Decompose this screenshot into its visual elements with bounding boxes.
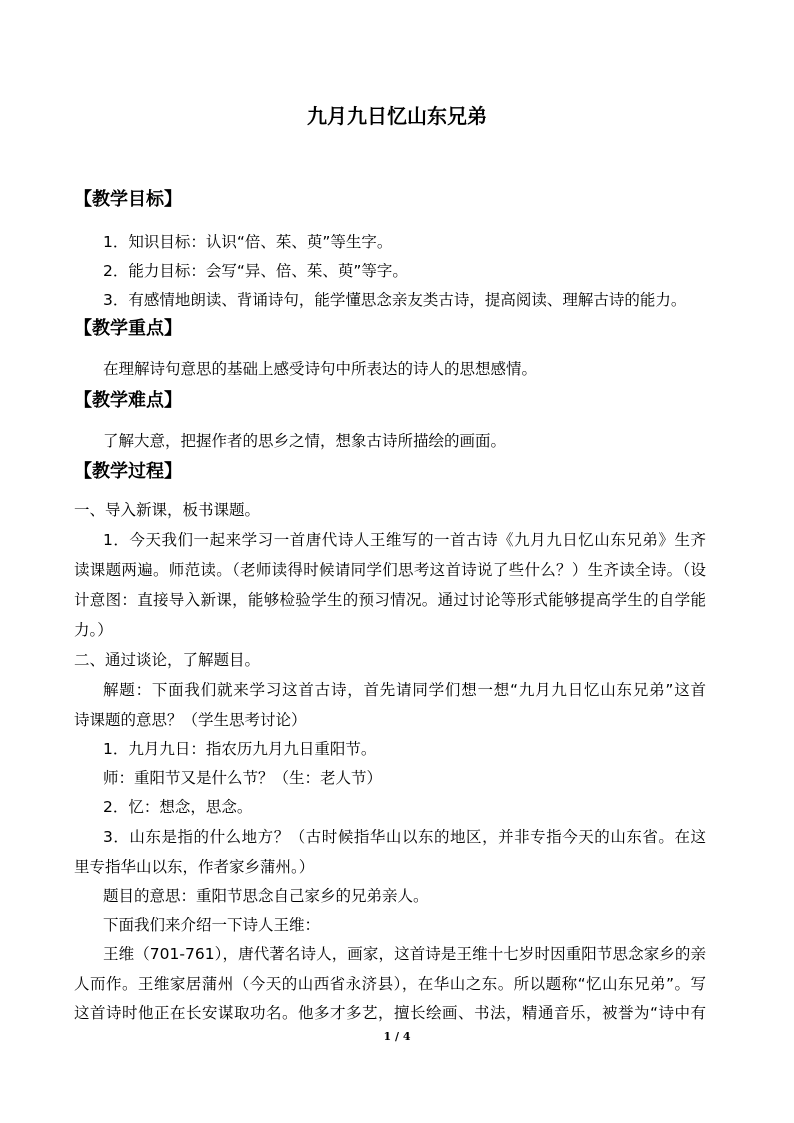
process-line: 计意图：直接导入新课，能够检验学生的预习情况。通过讨论等形式能够提高学生的自学能	[74, 591, 706, 609]
process-line: 人而作。王维家居蒲州（今天的山西省永济县），在华山之东。所以题称“忆山东兄弟”。写	[74, 975, 706, 993]
goal-item: 2．能力目标：会写“异、倍、茱、萸”等字。	[103, 262, 408, 280]
document-title: 九月九日忆山东兄弟	[307, 104, 487, 128]
goal-item: 1．知识目标：认识“倍、茱、萸”等生字。	[103, 233, 393, 251]
goal-item: 3．有感情地朗读、背诵诗句，能学懂思念亲友类古诗，提高阅读、理解古诗的能力。	[103, 291, 687, 309]
process-line: 诗课题的意思？（学生思考讨论）	[74, 711, 307, 729]
process-line: 1．九月九日：指农历九月九日重阳节。	[103, 740, 377, 758]
process-line: 二、通过谈论，了解题目。	[74, 651, 261, 669]
process-line: 解题：下面我们就来学习这首古诗，首先请同学们想一想“九月九日忆山东兄弟”这首	[103, 681, 706, 699]
section-heading-process: 【教学过程】	[74, 461, 182, 482]
section-heading-key: 【教学重点】	[74, 318, 182, 339]
difficulty-text: 了解大意，把握作者的思乡之情，想象古诗所描绘的画面。	[103, 432, 507, 450]
process-line: 王维（701-761），唐代著名诗人，画家，这首诗是王维十七岁时因重阳节思念家乡的亲	[103, 945, 706, 963]
process-line: 师：重阳节又是什么节？（生：老人节）	[103, 769, 383, 787]
process-line: 2．忆：想念，思念。	[103, 798, 253, 816]
process-line: 力。）	[74, 621, 113, 639]
page-number: 1 / 4	[383, 1030, 411, 1043]
process-line: 题目的意思：重阳节思念自己家乡的兄弟亲人。	[103, 887, 429, 905]
process-line: 一、导入新课，板书课题。	[74, 501, 261, 519]
key-text: 在理解诗句意思的基础上感受诗句中所表达的诗人的思想感情。	[103, 360, 538, 378]
process-line: 里专指华山以东，作者家乡蒲州。）	[74, 858, 315, 876]
process-line: 这首诗时他正在长安谋取功名。他多才多艺，擅长绘画、书法，精通音乐，被誉为“诗中有	[74, 1004, 706, 1022]
process-line: 下面我们来介绍一下诗人王维：	[103, 916, 321, 934]
process-line: 3．山东是指的什么地方？（古时候指华山以东的地区，并非专指今天的山东省。在这	[103, 828, 706, 846]
process-line: 读课题两遍。师范读。（老师读得时候请同学们思考这首诗说了些什么？）生齐读全诗。（设	[74, 561, 706, 579]
section-heading-goals: 【教学目标】	[74, 189, 182, 210]
section-heading-difficulty: 【教学难点】	[74, 390, 182, 411]
process-line: 1．今天我们一起来学习一首唐代诗人王维写的一首古诗《九月九日忆山东兄弟》生齐	[103, 531, 706, 549]
